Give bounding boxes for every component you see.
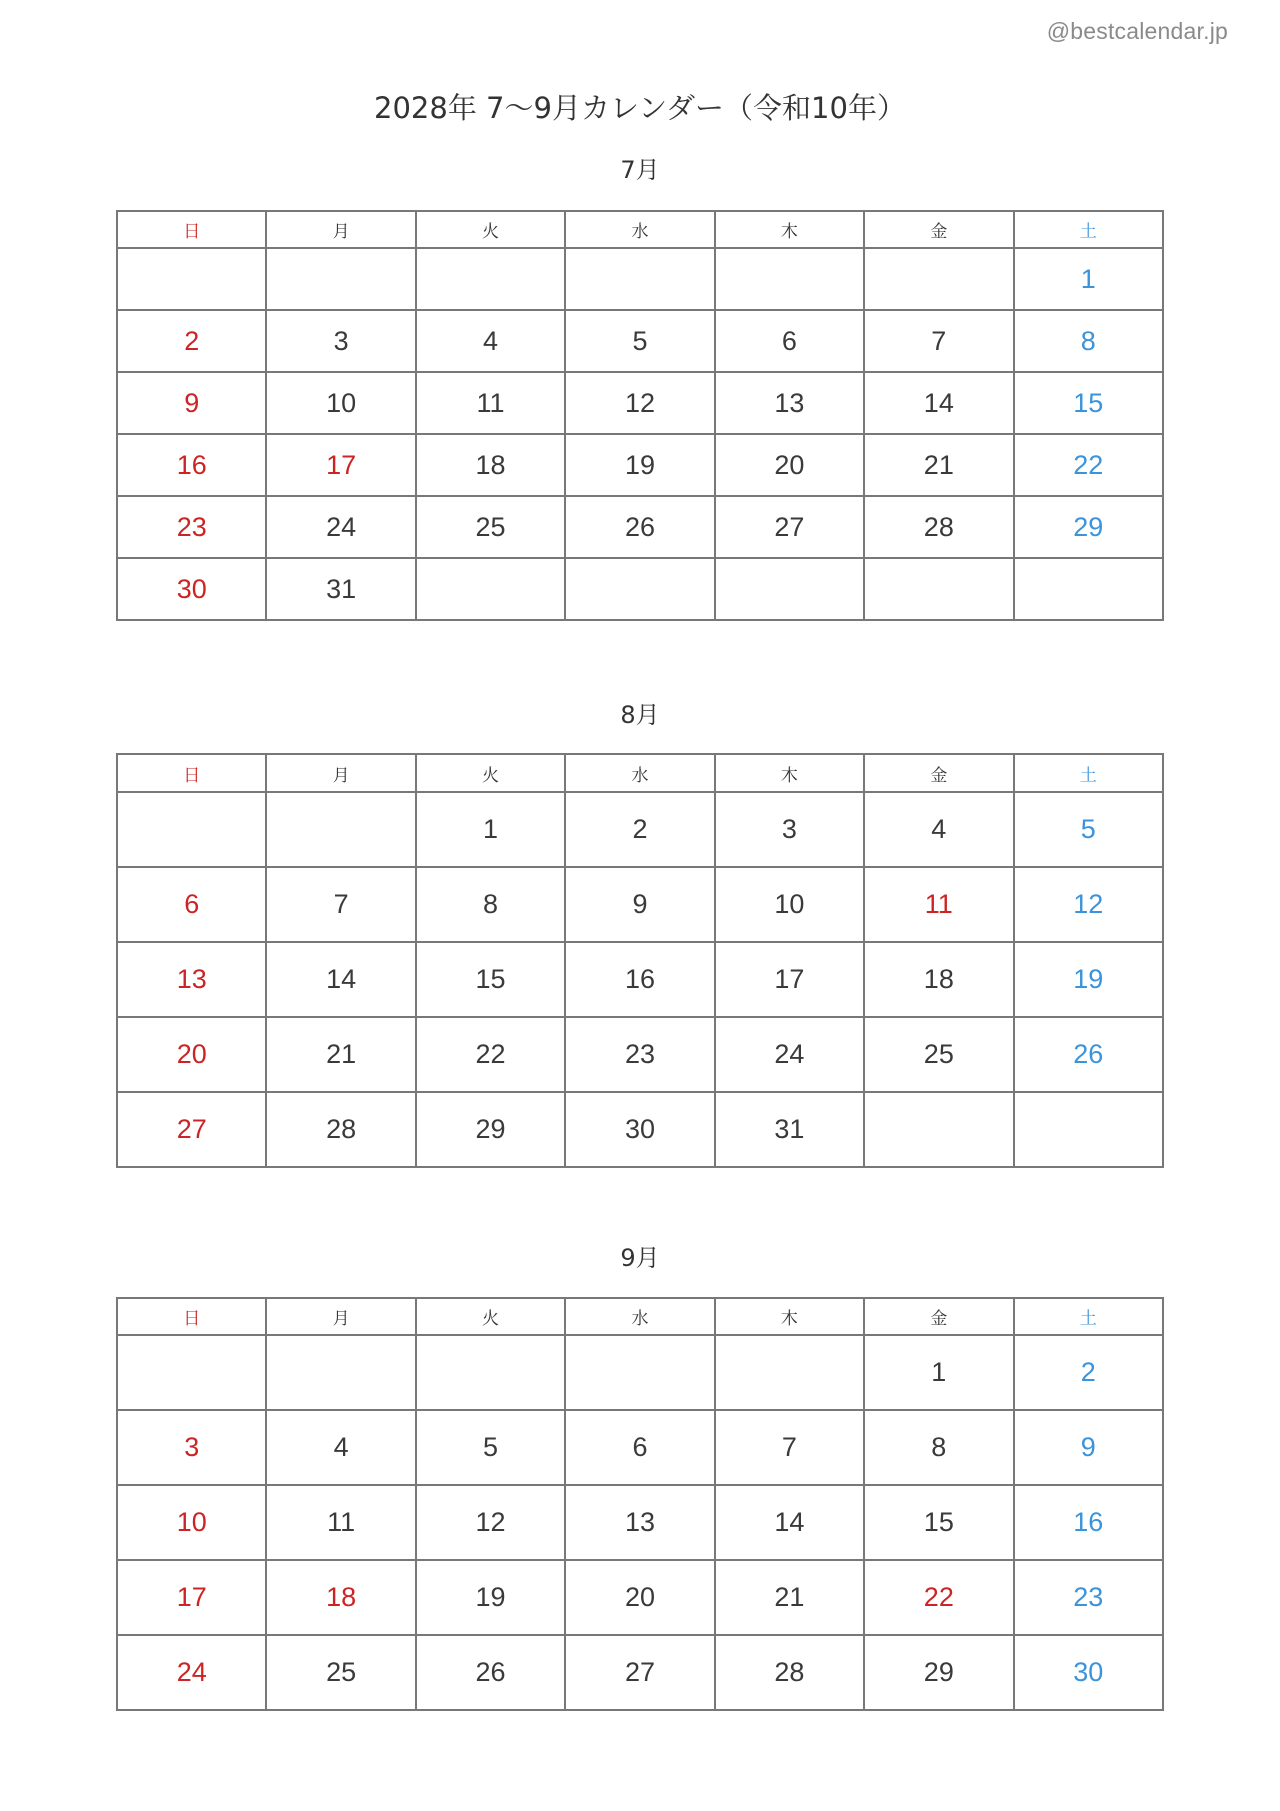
empty-day-cell	[864, 558, 1013, 620]
empty-day-cell	[266, 248, 415, 310]
day-cell: 7	[864, 310, 1013, 372]
day-cell: 16	[565, 942, 714, 1017]
month-title-august: 8月	[620, 701, 660, 729]
day-cell: 18	[266, 1560, 415, 1635]
week-row	[117, 496, 1163, 558]
day-cell: 20	[117, 1017, 266, 1092]
week-row	[117, 1335, 1163, 1410]
day-cell: 2	[117, 310, 266, 372]
empty-day-cell	[715, 1335, 864, 1410]
day-cell: 6	[117, 867, 266, 942]
day-cell: 24	[117, 1635, 266, 1710]
day-cell: 14	[266, 942, 415, 1017]
empty-day-cell	[1014, 558, 1163, 620]
day-cell: 15	[864, 1485, 1013, 1560]
day-cell: 6	[715, 310, 864, 372]
week-row	[117, 1017, 1163, 1092]
day-cell: 23	[1014, 1560, 1163, 1635]
weekday-header-row	[117, 754, 1163, 792]
day-cell: 7	[266, 867, 415, 942]
empty-day-cell	[565, 1335, 714, 1410]
weekday-header: 月	[266, 211, 415, 248]
day-cell: 24	[715, 1017, 864, 1092]
weekday-header: 水	[565, 211, 714, 248]
empty-day-cell	[864, 248, 1013, 310]
day-cell: 17	[266, 434, 415, 496]
day-cell: 13	[117, 942, 266, 1017]
day-cell: 17	[117, 1560, 266, 1635]
weekday-header: 木	[715, 211, 864, 248]
day-cell: 22	[1014, 434, 1163, 496]
day-cell: 8	[416, 867, 565, 942]
weekday-header: 月	[266, 1298, 415, 1335]
empty-day-cell	[864, 1092, 1013, 1167]
day-cell: 30	[565, 1092, 714, 1167]
day-cell: 14	[715, 1485, 864, 1560]
empty-day-cell	[565, 248, 714, 310]
week-row	[117, 942, 1163, 1017]
day-cell: 25	[864, 1017, 1013, 1092]
week-row	[117, 558, 1163, 620]
page-title: 2028年 7〜9月カレンダー（令和10年）	[374, 91, 906, 125]
week-row	[117, 1410, 1163, 1485]
month-title-september: 9月	[620, 1244, 660, 1272]
day-cell: 12	[565, 372, 714, 434]
weekday-header: 金	[864, 211, 1013, 248]
day-cell: 29	[1014, 496, 1163, 558]
day-cell: 26	[416, 1635, 565, 1710]
weekday-header: 火	[416, 1298, 565, 1335]
day-cell: 27	[565, 1635, 714, 1710]
weekday-header: 日	[117, 211, 266, 248]
calendar-july	[116, 210, 1164, 621]
weekday-header: 木	[715, 754, 864, 792]
week-row	[117, 792, 1163, 867]
weekday-header: 水	[565, 1298, 714, 1335]
site-watermark: @bestcalendar.jp	[1046, 18, 1228, 44]
empty-day-cell	[117, 792, 266, 867]
day-cell: 5	[416, 1410, 565, 1485]
weekday-header: 日	[117, 1298, 266, 1335]
day-cell: 18	[864, 942, 1013, 1017]
empty-day-cell	[117, 248, 266, 310]
day-cell: 10	[715, 867, 864, 942]
month-title-july: 7月	[620, 156, 660, 184]
weekday-header-row	[117, 211, 1163, 248]
day-cell: 12	[1014, 867, 1163, 942]
empty-day-cell	[266, 792, 415, 867]
day-cell: 19	[565, 434, 714, 496]
empty-day-cell	[416, 558, 565, 620]
day-cell: 10	[117, 1485, 266, 1560]
day-cell: 25	[416, 496, 565, 558]
day-cell: 21	[715, 1560, 864, 1635]
day-cell: 27	[117, 1092, 266, 1167]
day-cell: 3	[715, 792, 864, 867]
day-cell: 1	[864, 1335, 1013, 1410]
day-cell: 21	[266, 1017, 415, 1092]
empty-day-cell	[266, 1335, 415, 1410]
day-cell: 4	[416, 310, 565, 372]
day-cell: 10	[266, 372, 415, 434]
weekday-header: 火	[416, 211, 565, 248]
day-cell: 14	[864, 372, 1013, 434]
weekday-header: 日	[117, 754, 266, 792]
day-cell: 1	[1014, 248, 1163, 310]
day-cell: 20	[715, 434, 864, 496]
week-row	[117, 1635, 1163, 1710]
day-cell: 5	[1014, 792, 1163, 867]
day-cell: 7	[715, 1410, 864, 1485]
day-cell: 5	[565, 310, 714, 372]
day-cell: 15	[416, 942, 565, 1017]
day-cell: 19	[416, 1560, 565, 1635]
day-cell: 11	[864, 867, 1013, 942]
day-cell: 22	[864, 1560, 1013, 1635]
weekday-header: 水	[565, 754, 714, 792]
day-cell: 6	[565, 1410, 714, 1485]
day-cell: 16	[1014, 1485, 1163, 1560]
week-row	[117, 372, 1163, 434]
weekday-header-row	[117, 1298, 1163, 1335]
day-cell: 3	[117, 1410, 266, 1485]
day-cell: 4	[266, 1410, 415, 1485]
day-cell: 22	[416, 1017, 565, 1092]
day-cell: 3	[266, 310, 415, 372]
day-cell: 8	[1014, 310, 1163, 372]
day-cell: 15	[1014, 372, 1163, 434]
day-cell: 28	[715, 1635, 864, 1710]
day-cell: 31	[715, 1092, 864, 1167]
empty-day-cell	[715, 248, 864, 310]
day-cell: 16	[117, 434, 266, 496]
day-cell: 11	[416, 372, 565, 434]
weekday-header: 土	[1014, 1298, 1163, 1335]
day-cell: 28	[864, 496, 1013, 558]
day-cell: 27	[715, 496, 864, 558]
calendar-august	[116, 753, 1164, 1168]
day-cell: 1	[416, 792, 565, 867]
weekday-header: 金	[864, 1298, 1013, 1335]
day-cell: 2	[1014, 1335, 1163, 1410]
day-cell: 19	[1014, 942, 1163, 1017]
weekday-header: 火	[416, 754, 565, 792]
day-cell: 12	[416, 1485, 565, 1560]
day-cell: 23	[565, 1017, 714, 1092]
day-cell: 26	[565, 496, 714, 558]
weekday-header: 金	[864, 754, 1013, 792]
day-cell: 18	[416, 434, 565, 496]
weekday-header: 土	[1014, 211, 1163, 248]
day-cell: 30	[1014, 1635, 1163, 1710]
day-cell: 31	[266, 558, 415, 620]
day-cell: 9	[1014, 1410, 1163, 1485]
day-cell: 29	[416, 1092, 565, 1167]
day-cell: 29	[864, 1635, 1013, 1710]
week-row	[117, 248, 1163, 310]
weekday-header: 月	[266, 754, 415, 792]
day-cell: 26	[1014, 1017, 1163, 1092]
day-cell: 24	[266, 496, 415, 558]
day-cell: 2	[565, 792, 714, 867]
day-cell: 23	[117, 496, 266, 558]
day-cell: 9	[565, 867, 714, 942]
day-cell: 8	[864, 1410, 1013, 1485]
weekday-header: 木	[715, 1298, 864, 1335]
week-row	[117, 867, 1163, 942]
day-cell: 9	[117, 372, 266, 434]
day-cell: 20	[565, 1560, 714, 1635]
day-cell: 30	[117, 558, 266, 620]
day-cell: 25	[266, 1635, 415, 1710]
empty-day-cell	[565, 558, 714, 620]
day-cell: 11	[266, 1485, 415, 1560]
week-row	[117, 1560, 1163, 1635]
day-cell: 21	[864, 434, 1013, 496]
empty-day-cell	[117, 1335, 266, 1410]
empty-day-cell	[416, 248, 565, 310]
day-cell: 13	[565, 1485, 714, 1560]
week-row	[117, 310, 1163, 372]
calendar-september	[116, 1297, 1164, 1711]
empty-day-cell	[715, 558, 864, 620]
empty-day-cell	[416, 1335, 565, 1410]
day-cell: 17	[715, 942, 864, 1017]
empty-day-cell	[1014, 1092, 1163, 1167]
day-cell: 4	[864, 792, 1013, 867]
week-row	[117, 1485, 1163, 1560]
day-cell: 28	[266, 1092, 415, 1167]
week-row	[117, 434, 1163, 496]
weekday-header: 土	[1014, 754, 1163, 792]
day-cell: 13	[715, 372, 864, 434]
week-row	[117, 1092, 1163, 1167]
